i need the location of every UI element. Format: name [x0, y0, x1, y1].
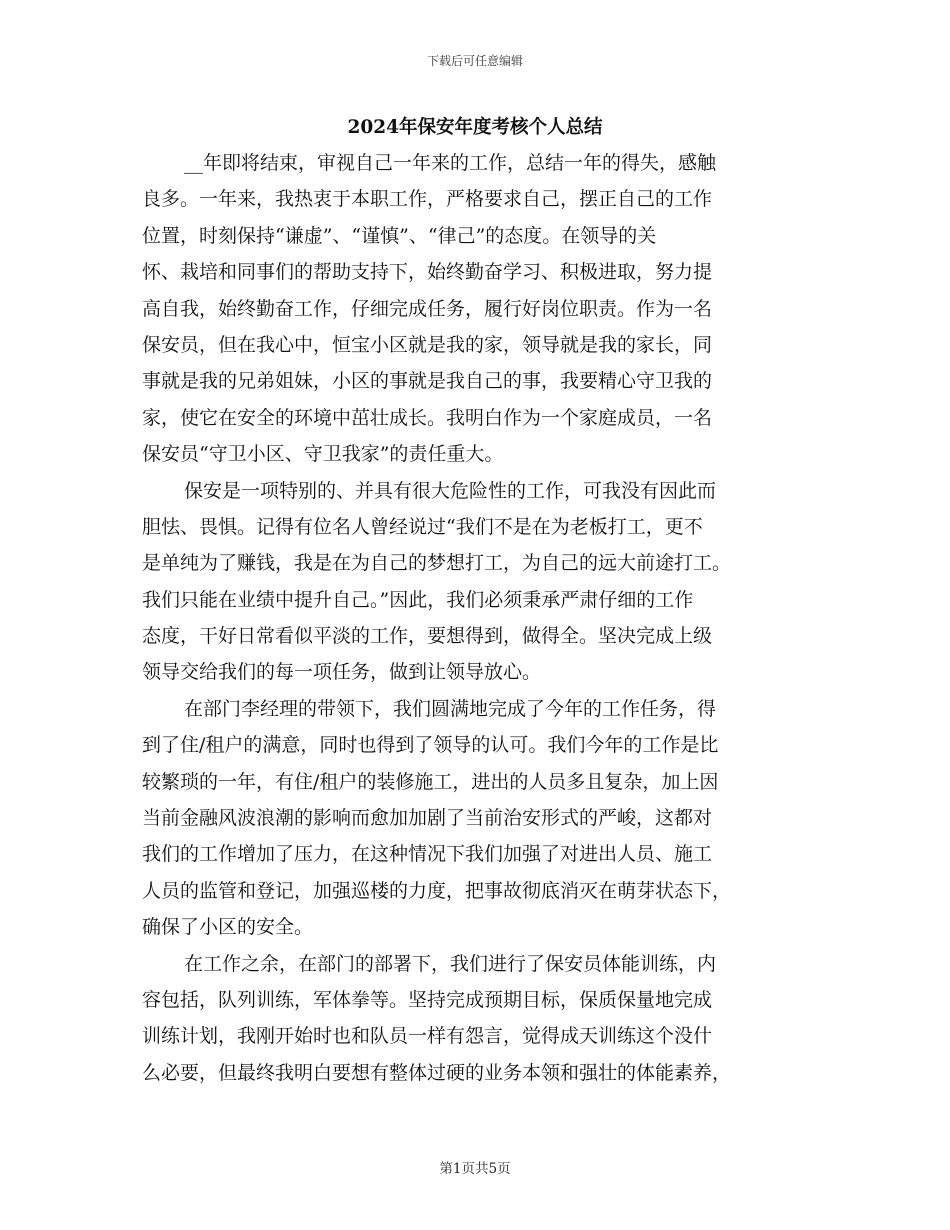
page-footer-page-number: 第1页共5页 [439, 1161, 511, 1177]
page-header-note: 下载后可任意编辑 [426, 54, 523, 68]
document-body [142, 145, 810, 1091]
body-paragraph [142, 691, 810, 946]
body-paragraph [142, 946, 810, 1092]
paragraph-line: 到了住/租户的满意，同时也得到了领导的认可。我们今年的工作是比 [142, 734, 719, 757]
paragraph-line: 保安是一项特别的、并具有很大危险性的工作，可我没有因此而 [184, 479, 717, 502]
paragraph-line: 较繁琐的一年，有住/租户的装修施工，进出的人员多且复杂，加上因 [142, 770, 719, 793]
paragraph-line: 高自我，始终勤奋工作，仔细完成任务，履行好岗位职责。作为一名 [142, 297, 713, 320]
paragraph-line: 态度，干好日常看似平淡的工作，要想得到，做得全。坚决完成上级 [142, 625, 713, 648]
paragraph-line: 事就是我的兄弟姐妹，小区的事就是我自己的事，我要精心守卫我的 [142, 370, 713, 393]
paragraph-line: 我们的工作增加了压力，在这种情况下我们加强了对进出人员、施工 [142, 843, 713, 866]
paragraph-line: 在部门李经理的带领下，我们圆满地完成了今年的工作任务，得 [184, 697, 717, 720]
paragraph-line: 良多。一年来，我热衷于本职工作，严格要求自己，摆正自己的工作 [142, 188, 713, 211]
paragraph-line: 保安员，但在我心中，恒宝小区就是我的家，领导就是我的家长，同 [142, 333, 713, 356]
paragraph-line: 么必要，但最终我明白要想有整体过硬的业务本领和强壮的体能素养， [142, 1061, 732, 1084]
document-title: 2024年保安年度考核个人总结 [347, 117, 603, 138]
paragraph-line: 胆怯、畏惧。记得有位名人曾经说过“我们不是在为老板打工，更不 [142, 515, 703, 538]
paragraph-line: 我们只能在业绩中提升自己。”因此，我们必须秉承严肃仔细的工作 [142, 588, 694, 611]
paragraph-line: 是单纯为了赚钱，我是在为自己的梦想打工，为自己的远大前途打工。 [142, 552, 732, 575]
paragraph-line: 人员的监管和登记，加强巡楼的力度，把事故彻底消灭在萌芽状态下， [142, 879, 732, 902]
paragraph-line: 家，使它在安全的环境中茁壮成长。我明白作为一个家庭成员，一名 [142, 406, 713, 429]
paragraph-line: 怀、栽培和同事们的帮助支持下，始终勤奋学习、积极进取，努力提 [142, 261, 713, 284]
body-paragraph [142, 145, 810, 473]
paragraph-line: 容包括，队列训练，军体拳等。坚持完成预期目标，保质保量地完成 [142, 988, 713, 1011]
paragraph-line: 确保了小区的安全。 [142, 916, 314, 939]
paragraph-line: 领导交给我们的每一项任务，做到让领导放心。 [142, 661, 542, 684]
paragraph-line: 位置，时刻保持“谦虚”、“谨慎”、“律己”的态度。在领导的关 [142, 224, 657, 247]
paragraph-line: 保安员“守卫小区、守卫我家”的责任重大。 [142, 443, 504, 466]
paragraph-line: __年即将结束，审视自己一年来的工作，总结一年的得失，感触 [184, 152, 717, 174]
paragraph-line: 在工作之余，在部门的部署下，我们进行了保安员体能训练，内 [184, 952, 717, 975]
paragraph-line: 训练计划，我刚开始时也和队员一样有怨言，觉得成天训练这个没什 [142, 1025, 713, 1048]
paragraph-line: 当前金融风波浪潮的影响而愈加加剧了当前治安形式的严峻，这都对 [142, 807, 713, 830]
body-paragraph [142, 473, 810, 691]
